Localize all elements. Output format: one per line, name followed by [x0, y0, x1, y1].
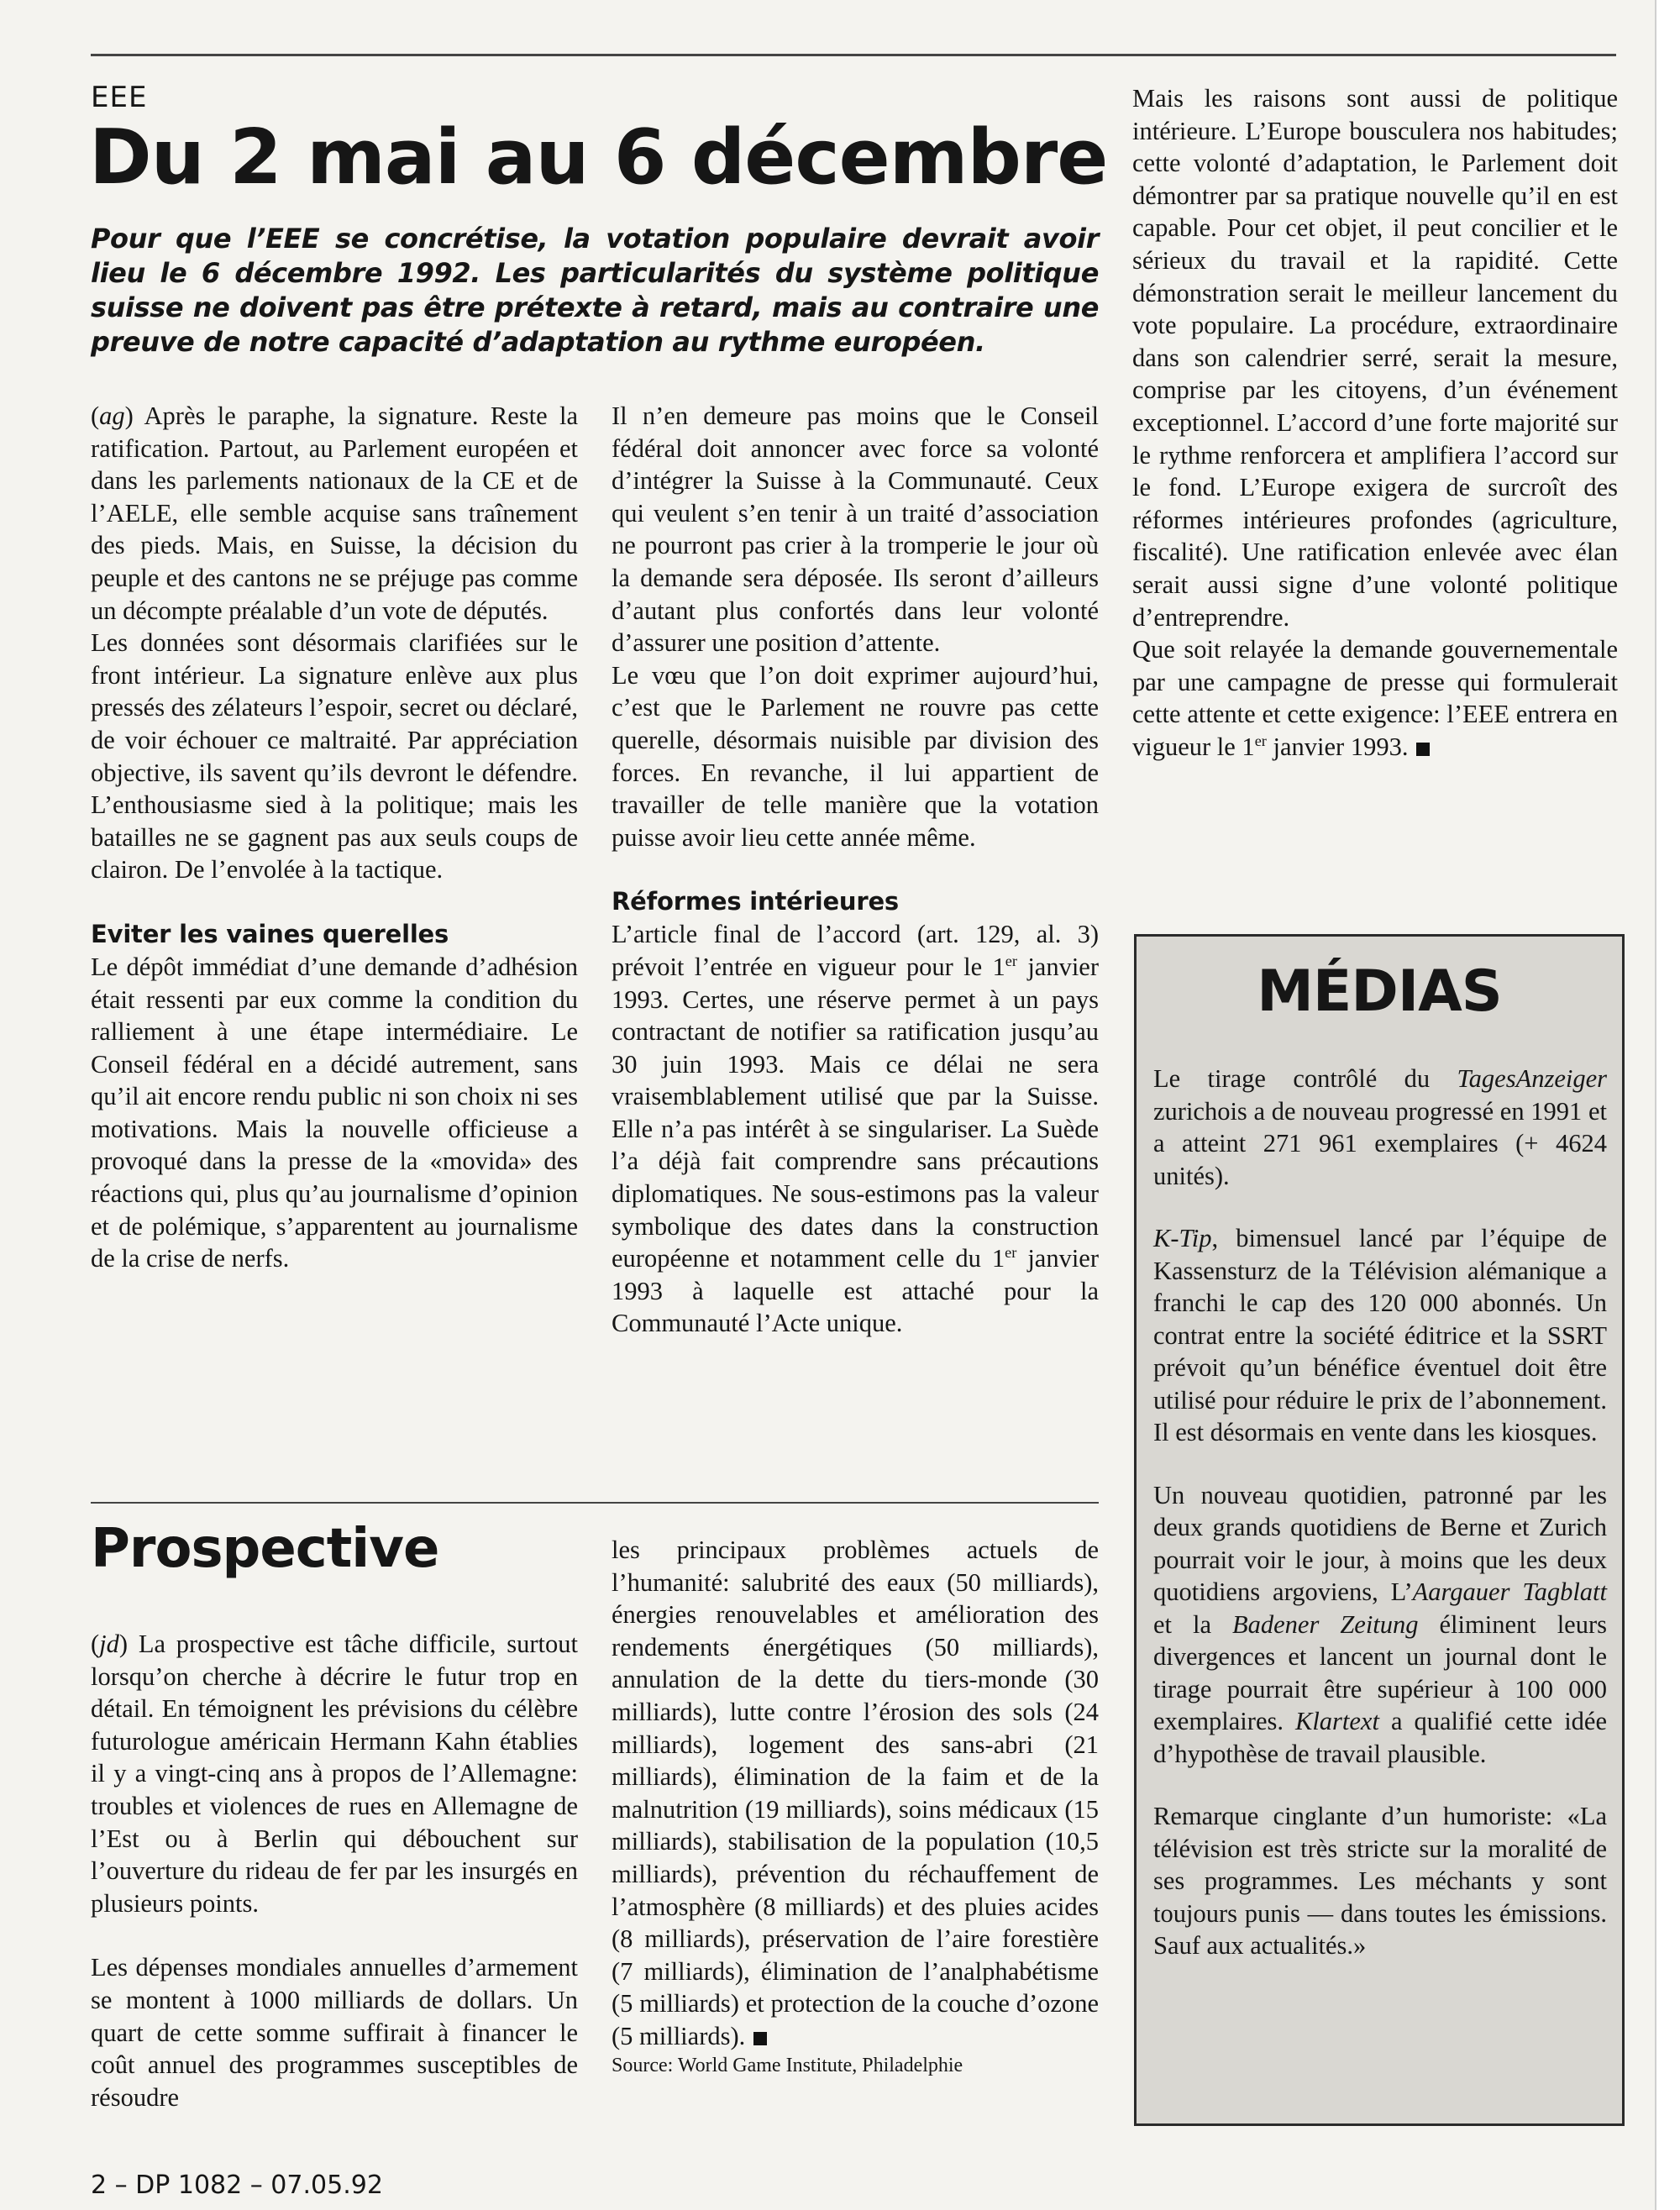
article-headline: Du 2 mai au 6 décembre — [89, 113, 1108, 202]
source-note: Source: World Game Institute, Philadelphie — [612, 2054, 963, 2076]
paragraph: Après le paraphe, la signature. Reste la ratification. Partout, au Parlement européen et dans les parlements nationaux de la CE et de l’AELE, elle semble acquise sans traînement des pieds. Mais, en Suisse, la décision du peuple et des cantons ne se préjuge pas comme un décompte préalable d’un vote de députés. — [91, 402, 578, 625]
article-lead: Pour que l’EEE se concrétise, la votation populaire devrait avoir lieu le 6 décembre 1992. Les particularités du système politique suisse ne doivent pas être prétexte à retard, mais au contraire une preuve de notre capacité d’adaptation au rythme européen. — [91, 223, 1099, 358]
article-column-3 — [1132, 82, 1618, 763]
text-run: janvier 1993. Certes, une réserve permet à un pays contractant de notifier sa ratification jusqu’au 30 juin 1993. Mais ce délai ne sera vraisemblablement utilisé que par la Suisse. Elle n’a pas intérêt à se singulariser. La Suède l’a déjà fait comprendre sans précautions diplomatiques. Ne sous-estimons pas la valeur symbolique des dates dans la construction européenne et notamment celle du 1 — [612, 952, 1100, 1273]
prospective-column-2 — [612, 1534, 1099, 2078]
paragraph: Les dépenses mondiales annuelles d’armement se montent à 1000 milliards de dollars. Un quart de cette somme suffirait à financer le coût annuel des programmes susceptibles de résoudre — [91, 1953, 578, 2112]
author-initials: ag — [99, 402, 125, 430]
subheading: Eviter les vaines querelles — [91, 919, 449, 948]
text-run: et la — [1153, 1609, 1233, 1639]
paragraph: Remarque cinglante d’un humoriste: «La télévision est très stricte sur la moralité de ses programmes. Les méchants y sont toujours punis — dans toutes les émissions. Sauf aux actualités.» — [1153, 1802, 1607, 1960]
text-run: Le tirage contrôlé du — [1153, 1064, 1457, 1093]
medias-box — [1134, 934, 1625, 2126]
end-mark-icon — [753, 2032, 767, 2045]
section-rule — [91, 1502, 1099, 1504]
scan-edge — [1655, 0, 1680, 2210]
publication-name: Aargauer Tagblatt — [1412, 1577, 1608, 1606]
publication-name: K-Tip — [1153, 1224, 1212, 1252]
author-initials: jd — [99, 1630, 119, 1658]
text-run: a qualifié cette idée d’hypothèse de travail plausible. — [1153, 1707, 1607, 1768]
article-column-2 — [612, 400, 1099, 1340]
ordinal-suffix: er — [1254, 732, 1267, 749]
paragraph: Les données sont désormais clarifiées sur le front intérieur. La signature enlève aux plus pressés des zélateurs l’espoir, secret ou déclaré, de voir échouer ce maltraité. Par appréciation objective, ils savent qu’ils devront le défendre. L’enthousiasme sied à la politique; mais les batailles ne se gagnent pas aux seuls coups de clairon. De l’envolée à la tactique. — [91, 628, 578, 885]
text-run: , bimensuel lancé par l’équipe de Kassensturz de la Télévision alémanique a franchi le cap des 120 000 abonnés. Un contrat entre la société éditrice et la SSRT prévoit qu’un bénéfice éventuel doit être utilisé pour réduire le prix de l’abonnement. Il est désormais en vente dans les kiosques. — [1153, 1224, 1607, 1446]
paragraph: La prospective est tâche difficile, surtout lorsqu’on cherche à décrire le futur trop en détail. En témoignent les prévisions du célèbre futurologue américain Hermann Kahn établies il y a vingt-cinq ans à propos de l’Allemagne: troubles et violences de rues en Allemagne de l’Est ou à Berlin qui débouchent sur l’ouverture du rideau de fer par les insurgés en plusieurs points. — [91, 1630, 578, 1918]
prospective-headline: Prospective — [91, 1518, 439, 1580]
text-run: Que soit relayée la demande gouvernementale par une campagne de presse qui formulerait cette attente et cette exigence: l’EEE entrera en vigueur le 1 — [1132, 635, 1618, 761]
text-run: janvier 1993. — [1266, 732, 1409, 761]
paragraph: Le dépôt immédiat d’une demande d’adhésion était ressenti par eux comme la condition du ralliement à une étape intermédiaire. Le Conseil fédéral en a décidé autrement, sans qu’il ait encore rendu public ni son choix ni ses motivations. Mais la nouvelle officieuse a provoqué dans la presse de la «movida» des réactions qui, plus qu’au journalisme d’opinion et de polémique, s’apparentent au journalisme de la crise de nerfs. — [91, 952, 578, 1273]
text-run: janvier 1993 à laquelle est attaché pour la Communauté l’Acte unique. — [612, 1244, 1099, 1338]
paragraph: Mais les raisons sont aussi de politique intérieure. L’Europe bousculera nos habitudes; cette volonté d’adaptation, le Parlement doit démontrer par sa pratique nouvelle qu’il en est capable. Pour cet objet, il peut concilier et le sérieux du travail et la rapidité. Cette démonstration serait le meilleur lancement du vote populaire. La procédure, extraordinaire dans son calendrier serré, serait la mesure, comprise par les citoyens, d’un événement exceptionnel. L’accord d’une forte majorité sur le rythme renforcera et amplifiera l’accord sur le fond. L’Europe exigera de surcroît des réformes intérieures profondes (agriculture, fiscalité). Une ratification enlevée avec élan serait aussi signe d’une volonté politique d’entreprendre. — [1132, 84, 1618, 632]
top-rule — [91, 54, 1616, 56]
medias-body — [1153, 1063, 1607, 1992]
article-kicker: EEE — [91, 81, 148, 114]
text-run: Un nouveau quotidien, patronné par les deux grands quotidiens de Berne et Zurich pourrait voir le jour, à moins que les deux quotidiens argoviens, L’ — [1153, 1480, 1607, 1606]
text-run: L’article final de l’accord (art. 129, al. 3) prévoit l’entrée en vigueur pour le 1 — [612, 920, 1099, 981]
publication-name: Badener Zeitung — [1232, 1609, 1419, 1639]
medias-title: MÉDIAS — [1257, 958, 1502, 1025]
paragraph: Il n’en demeure pas moins que le Conseil fédéral doit annoncer avec force sa volonté d’intégrer la Suisse à la Communauté. Ceux qui veulent s’en tenir à un traité d’association ne pourront pas crier à la tromperie le jour où la demande sera déposée. Ils seront d’ailleurs d’autant plus confortés dans leur volonté d’assurer une position d’attente. — [612, 402, 1099, 658]
prospective-column-1: (jd) La prospective est tâche difficile, surtout lorsqu’on cherche à décrire le futur trop en détail. En témoignent les prévisions du célèbre futurologue américain Hermann Kahn établies il y a vingt-cinq ans à propos de l’Allemagne: troubles et violences de rues en Allemagne de l’Est ou à Berlin qui débouchent sur l’ouverture du rideau de fer par les insurgés en plusieurs points. Les dépenses mondiales annuelles d’armement se montent à 1000 milliards de dollars. Un quart de cette somme suffirait à financer le coût annuel des programmes susceptibles de résoudre — [91, 1628, 578, 2113]
subheading: Réformes intérieures — [612, 887, 899, 916]
publication-name: Klartext — [1294, 1707, 1379, 1735]
ordinal-suffix: er — [1005, 1244, 1017, 1262]
text-run: zurichois a de nouveau progressé en 1991 et a atteint 271 961 exemplaires (+ 4624 unités). — [1153, 1096, 1607, 1190]
paragraph: Le vœu que l’on doit exprimer aujourd’hui, c’est que le Parlement ne rouvre pas cette querelle, désormais nuisible par division des forces. En revanche, il lui appartient de travailler de telle manière que la votation puisse avoir lieu cette année même. — [612, 660, 1099, 852]
publication-name: TagesAnzeiger — [1457, 1064, 1607, 1093]
page-footer: 2 – DP 1082 – 07.05.92 — [91, 2171, 383, 2200]
paragraph: les principaux problèmes actuels de l’humanité: salubrité des eaux (50 milliards), énergies renouvelables et amélioration des rendements énergétiques (50 milliards), annulation de la dette du tiers-monde (30 milliards), lutte contre l’érosion des sols (24 milliards), logement des sans-abri (21 milliards), élimination de la faim et de la malnutrition (19 milliards), soins médicaux (15 milliards), stabilisation de la population (10,5 milliards), prévention du réchauffement de l’atmosphère (8 milliards) et des pluies acides (8 milliards), préservation de l’aire forestière (7 milliards), élimination de l’analphabétisme (5 milliards) et protection de la couche d’ozone (5 milliards). — [612, 1535, 1099, 2050]
ordinal-suffix: er — [1005, 952, 1017, 969]
end-mark-icon — [1416, 743, 1430, 756]
text-run: éliminent leurs divergences et lancent un journal dont le tirage pourrait être supérieur à 100 000 exemplaires. — [1153, 1609, 1607, 1735]
article-column-1: (ag) Après le paraphe, la signature. Reste la ratification. Partout, au Parlement européen et dans les parlements nationaux de la CE et de l’AELE, elle semble acquise sans traînement des pieds. Mais, en Suisse, la décision du peuple et des cantons ne se préjuge pas comme un décompte préalable d’un vote de députés. Les données sont désormais clarifiées sur le front intérieur. La signature enlève aux plus pressés des zélateurs l’espoir, secret ou déclaré, de voir échouer ce maltraité. Par appréciation objective, ils savent qu’ils devront le défendre. L’enthousiasme sied à la politique; mais les batailles ne se gagnent pas aux seuls coups de clairon. De l’envolée à la tactique. Eviter les vaines querelles Le dépôt immédiat d’une demande d’adhésion était ressenti par eux comme la condition du ralliement à une étape intermédiaire. Le Conseil fédéral en a décidé autrement, sans qu’il ait encore rendu public ni son choix ni ses motivations. Mais la nouvelle officieuse a provoqué dans la presse de la «movida» des réactions qui, plus qu’au journalisme d’opinion et de polémique, s’apparentent au journalisme de la crise de nerfs. — [91, 400, 578, 1275]
